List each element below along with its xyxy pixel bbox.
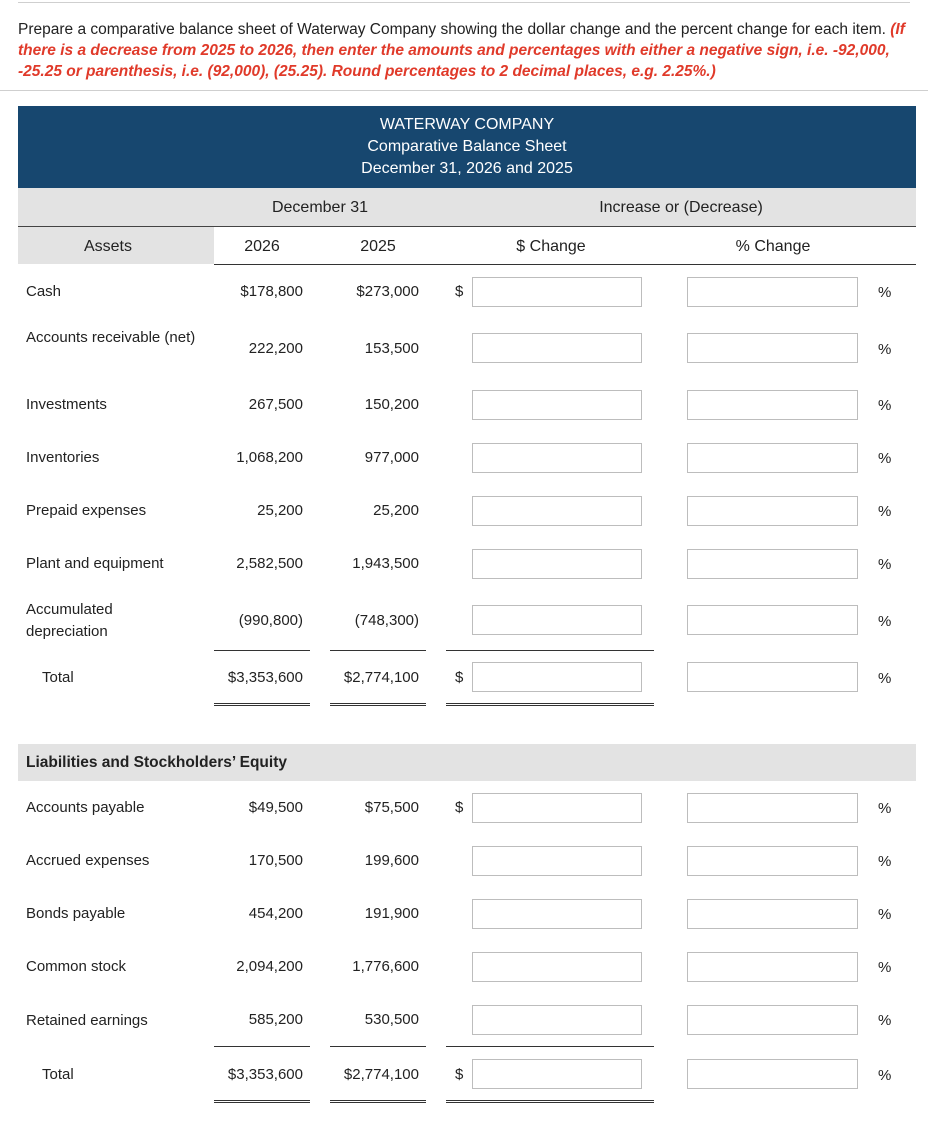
retained-dollar-change-input[interactable] — [472, 1005, 642, 1035]
row-label: Accrued expenses — [26, 852, 150, 869]
subtotal-line-change — [446, 650, 654, 651]
statement-name: Comparative Balance Sheet — [367, 138, 567, 155]
value-2025: 530,500 — [364, 1011, 419, 1028]
percent-sign: % — [878, 450, 892, 467]
value-2026: $49,500 — [248, 799, 303, 816]
instructions-note: (If there is a decrease from 2025 to 2026, then enter the amounts and percentages with either a negative sign, i.e. -92,000, -25.25 or parenthesis, i.e. (92,000), (25.25). Round percentages to 2 decimal places, e.g. 2.25%.) — [18, 21, 905, 80]
accrued-dollar-change-input[interactable] — [472, 846, 642, 876]
year-2026-header: 2026 — [244, 238, 280, 255]
value-2025: 153,500 — [364, 340, 419, 357]
dollar-sign: $ — [455, 283, 464, 300]
subtotal-line-change — [446, 1046, 654, 1047]
december-header: December 31 — [271, 199, 369, 216]
receivable-dollar-change-input[interactable] — [472, 333, 642, 363]
row-label: Inventories — [26, 449, 100, 466]
depreciation-dollar-change-input[interactable] — [472, 605, 642, 635]
total-double-line-2026 — [214, 1100, 310, 1103]
bonds-dollar-change-input[interactable] — [472, 899, 642, 929]
plant-pct-change-input[interactable] — [687, 549, 858, 579]
value-2026: $3,353,600 — [227, 669, 303, 686]
bonds-pct-change-input[interactable] — [687, 899, 858, 929]
payable-dollar-change-input[interactable] — [472, 793, 642, 823]
stock-pct-change-input[interactable] — [687, 952, 858, 982]
value-2026: (990,800) — [238, 612, 303, 629]
row-label: Accounts receivable (net) — [26, 329, 196, 346]
prepaid-pct-change-input[interactable] — [687, 496, 858, 526]
value-2026: 2,582,500 — [236, 555, 303, 572]
total-assets-dollar-change-input[interactable] — [472, 662, 642, 692]
company-name: WATERWAY COMPANY — [379, 116, 555, 133]
subtotal-line-2026 — [214, 650, 310, 651]
subtotal-line-2026 — [214, 1046, 310, 1047]
stock-dollar-change-input[interactable] — [472, 952, 642, 982]
row-label: Prepaid expenses — [26, 502, 147, 519]
percent-sign: % — [878, 613, 892, 630]
value-2025: 199,600 — [364, 852, 419, 869]
value-2025: 1,943,500 — [352, 555, 419, 572]
row-label: Common stock — [26, 958, 127, 975]
instructions-main: Prepare a comparative balance sheet of Waterway Company showing the dollar change and the percent change for each item. — [18, 21, 886, 38]
retained-pct-change-input[interactable] — [687, 1005, 858, 1035]
payable-pct-change-input[interactable] — [687, 793, 858, 823]
total-assets-pct-change-input[interactable] — [687, 662, 858, 692]
percent-sign: % — [878, 1067, 892, 1084]
total-liabilities-dollar-change-input[interactable] — [472, 1059, 642, 1089]
percent-sign: % — [878, 853, 892, 870]
total-double-line-change — [446, 1100, 654, 1103]
pct-change-header: % Change — [735, 238, 811, 255]
assets-header: Assets — [83, 238, 132, 255]
cash-pct-change-input[interactable] — [687, 277, 858, 307]
row-label: Retained earnings — [26, 1012, 148, 1029]
value-2025: (748,300) — [354, 612, 419, 629]
value-2026: 267,500 — [248, 396, 303, 413]
inventories-pct-change-input[interactable] — [687, 443, 858, 473]
dollar-sign: $ — [455, 669, 464, 686]
percent-sign: % — [878, 959, 892, 976]
plant-dollar-change-input[interactable] — [472, 549, 642, 579]
instructions — [18, 19, 910, 82]
percent-sign: % — [878, 556, 892, 573]
investments-pct-change-input[interactable] — [687, 390, 858, 420]
percent-sign: % — [878, 503, 892, 520]
percent-sign: % — [878, 906, 892, 923]
value-2025: 977,000 — [364, 449, 419, 466]
value-2026: 2,094,200 — [236, 958, 303, 975]
inventories-dollar-change-input[interactable] — [472, 443, 642, 473]
value-2026: 585,200 — [248, 1011, 303, 1028]
subtotal-line-2025 — [330, 1046, 426, 1047]
value-2025: $2,774,100 — [343, 1066, 419, 1083]
value-2026: 222,200 — [248, 340, 303, 357]
value-2025: $273,000 — [356, 283, 419, 300]
row-label: Accumulated depreciation — [26, 601, 113, 640]
cash-dollar-change-input[interactable] — [472, 277, 642, 307]
statement-title-block — [18, 106, 916, 188]
value-2026: $178,800 — [240, 283, 303, 300]
value-2025: $75,500 — [364, 799, 419, 816]
value-2026: $3,353,600 — [227, 1066, 303, 1083]
row-label: Plant and equipment — [26, 555, 164, 572]
liabilities-section-title: Liabilities and Stockholders’ Equity — [26, 754, 287, 771]
year-2025-header: 2025 — [360, 238, 396, 255]
value-2025: 25,200 — [373, 502, 419, 519]
subtotal-line-2025 — [330, 650, 426, 651]
depreciation-pct-change-input[interactable] — [687, 605, 858, 635]
increase-header: Increase or (Decrease) — [599, 199, 763, 216]
value-2026: 170,500 — [248, 852, 303, 869]
investments-dollar-change-input[interactable] — [472, 390, 642, 420]
value-2026: 1,068,200 — [236, 449, 303, 466]
percent-sign: % — [878, 284, 892, 301]
total-liabilities-pct-change-input[interactable] — [687, 1059, 858, 1089]
total-double-line-change — [446, 703, 654, 706]
prepaid-dollar-change-input[interactable] — [472, 496, 642, 526]
row-label: Total — [42, 669, 74, 686]
row-label: Investments — [26, 396, 107, 413]
dollar-sign: $ — [455, 1066, 464, 1083]
percent-sign: % — [878, 800, 892, 817]
value-2025: 150,200 — [364, 396, 419, 413]
value-2026: 25,200 — [257, 502, 303, 519]
row-label: Cash — [26, 283, 62, 300]
total-double-line-2026 — [214, 703, 310, 706]
dollar-change-header: $ Change — [516, 238, 586, 255]
top-divider — [18, 2, 910, 3]
value-2026: 454,200 — [248, 905, 303, 922]
accrued-pct-change-input[interactable] — [687, 846, 858, 876]
row-label: Accounts payable — [26, 799, 145, 816]
row-label: Total — [42, 1066, 74, 1083]
percent-sign: % — [878, 1012, 892, 1029]
value-2025: 191,900 — [364, 905, 419, 922]
percent-sign: % — [878, 670, 892, 687]
instructions-divider — [0, 90, 928, 91]
percent-sign: % — [878, 397, 892, 414]
receivable-pct-change-input[interactable] — [687, 333, 858, 363]
statement-dates: December 31, 2026 and 2025 — [361, 160, 573, 177]
total-double-line-2025 — [330, 703, 426, 706]
row-label: Bonds payable — [26, 905, 126, 922]
value-2025: 1,776,600 — [352, 958, 419, 975]
dollar-sign: $ — [455, 799, 464, 816]
value-2025: $2,774,100 — [343, 669, 419, 686]
percent-sign: % — [878, 341, 892, 358]
total-double-line-2025 — [330, 1100, 426, 1103]
header-underline — [214, 264, 916, 265]
